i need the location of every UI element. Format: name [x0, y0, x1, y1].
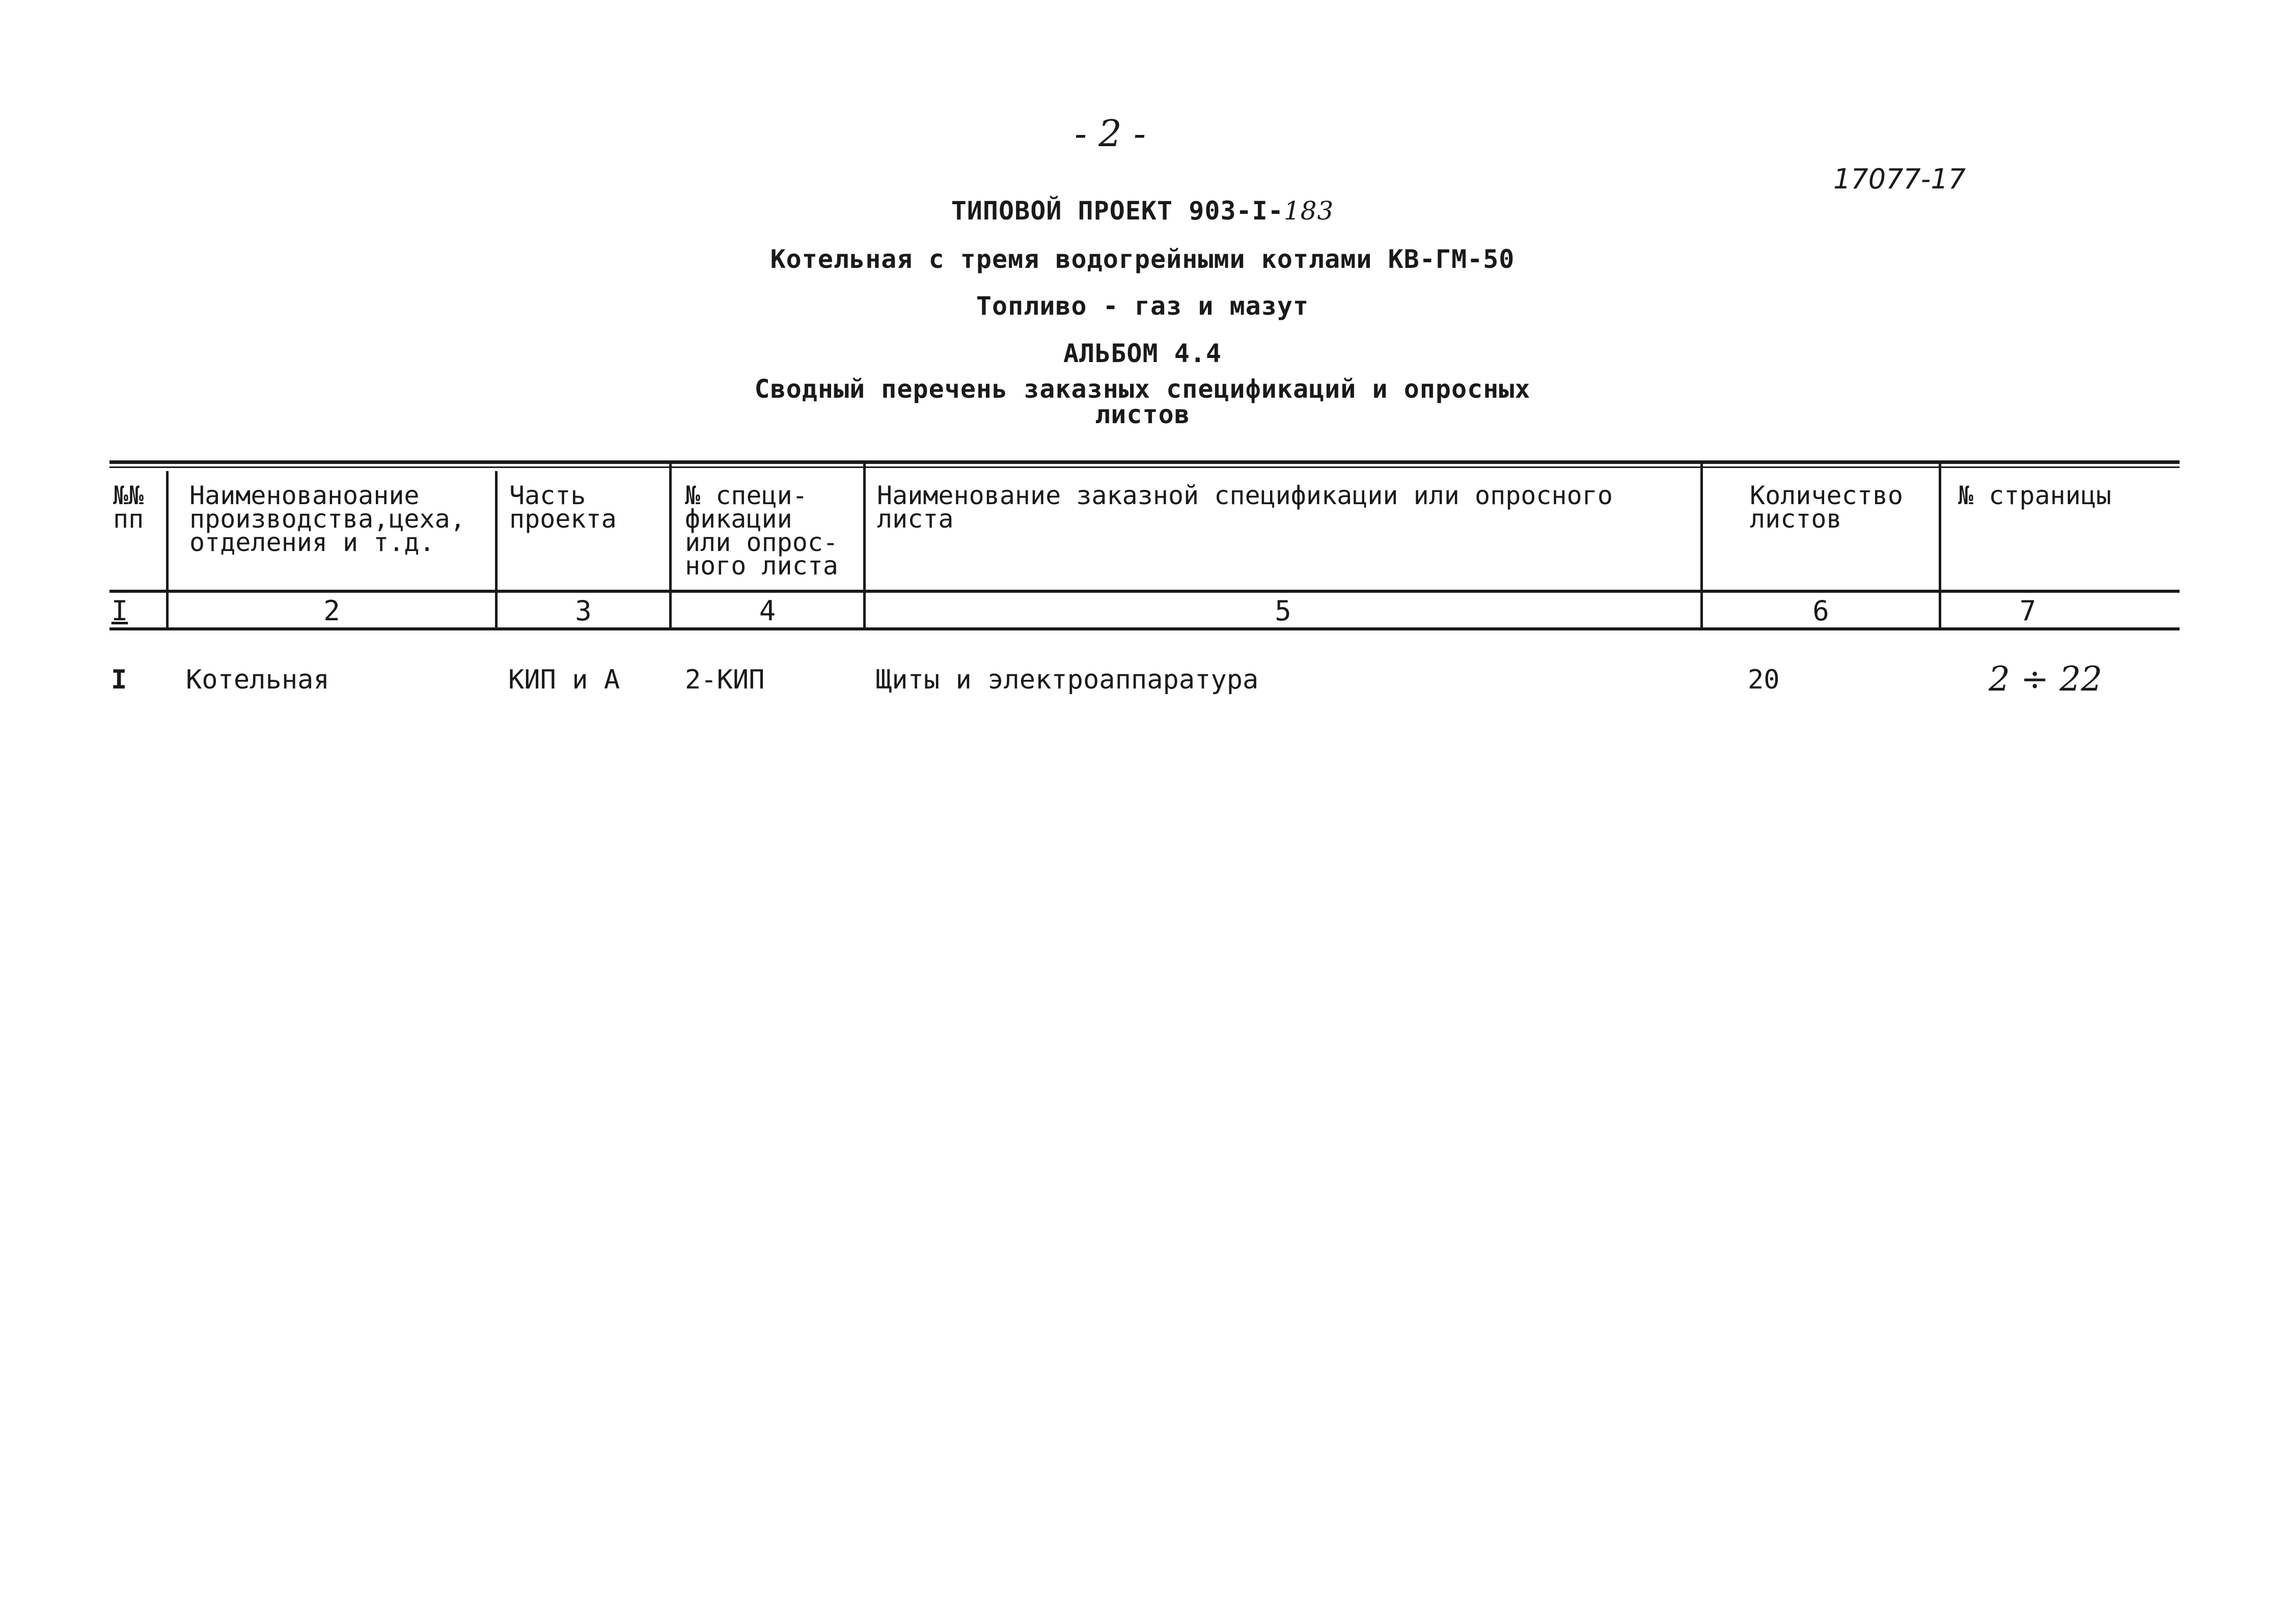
row-spec-name: Щиты и электроаппаратура — [876, 665, 1259, 695]
document-code: 17077-17 — [1833, 163, 1966, 195]
column-header-spec-name: Наименование заказной спецификации или опросного листа — [877, 481, 1613, 534]
table-top-rule-inner — [109, 466, 2180, 468]
column-header-sheet-count: Количество листов — [1750, 481, 1904, 534]
row-sheet-count: 20 — [1748, 665, 1780, 695]
column-header-page-number: № страницы — [1958, 481, 2112, 510]
summary-line-1: Сводный перечень заказных спецификаций и опросных — [754, 374, 1531, 404]
table-header-rule — [109, 590, 2180, 593]
project-title — [0, 196, 2285, 226]
album-line: АЛЬБОМ 4.4 — [1063, 339, 1222, 368]
row-project-part: КИП и А — [508, 665, 620, 695]
project-title-prefix: ТИПОВОЙ ПРОЕКТ 903-I- — [951, 196, 1284, 226]
page-number: - 2 - — [1074, 112, 1146, 155]
column-header-spec-number: № специ- фикации или опрос- ного листа — [685, 481, 839, 581]
column-number: 4 — [759, 595, 776, 627]
table-top-rule — [109, 460, 2180, 464]
row-index: I — [111, 665, 127, 695]
column-number: 5 — [1275, 595, 1291, 627]
column-header-project-part: Часть проекта — [509, 481, 617, 534]
column-number: 2 — [323, 595, 340, 627]
column-number: 7 — [2019, 595, 2036, 627]
column-number: I — [111, 595, 128, 627]
summary-line-2: листов — [1095, 400, 1190, 429]
column-number: 3 — [575, 595, 592, 627]
table-numbers-rule — [109, 627, 2180, 630]
column-header-index: №№ пп — [113, 481, 144, 534]
row-spec-number: 2-КИП — [685, 665, 765, 695]
row-production: Котельная — [186, 665, 329, 695]
project-title-number: 183 — [1283, 196, 1334, 226]
row-pages: 2 ÷ 22 — [1989, 659, 2103, 699]
column-header-production: Наименованоание производства,цеха, отделения и т.д. — [189, 481, 465, 557]
column-number: 6 — [1812, 595, 1829, 627]
fuel-line: Топливо - газ и мазут — [976, 291, 1309, 321]
project-subtitle: Котельная с тремя водогрейными котлами КВ-ГМ-50 — [770, 244, 1515, 274]
